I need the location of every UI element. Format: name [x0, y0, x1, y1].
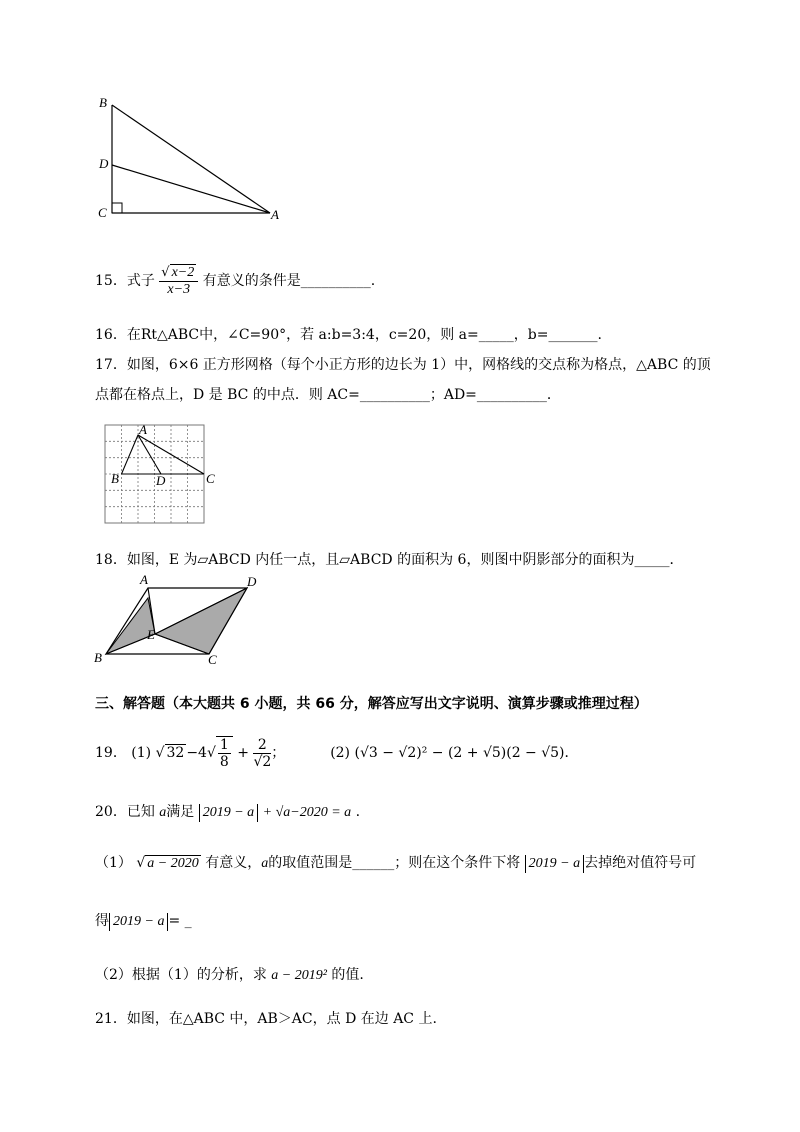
q20-2-end: 的值.: [331, 967, 364, 983]
question-20-part2: [95, 966, 364, 985]
figure-right-triangle: [95, 95, 295, 225]
q20-1-t3: 去掉绝对值符号可: [584, 855, 697, 871]
question-20-part1-cont: [95, 912, 192, 931]
q20-number: 20．: [95, 804, 127, 820]
label-d: D: [99, 156, 109, 171]
para-label-d: D: [247, 574, 257, 589]
q19-p1-end: ；: [271, 745, 286, 761]
q19-plus: +: [237, 745, 249, 761]
q20-2-expr: a − 2019²: [271, 968, 327, 983]
q15-text-pre: 式子: [126, 273, 155, 289]
label-c: C: [98, 205, 107, 220]
question-21: 21．如图，在△ABC 中，AB＞AC，点 D 在边 AC 上.: [95, 1011, 437, 1027]
q19-f2num: 2: [253, 737, 271, 754]
q20-end: .: [355, 804, 361, 820]
label-a: A: [271, 207, 279, 222]
grid-label-c: C: [206, 471, 215, 486]
para-label-a: A: [140, 572, 148, 587]
q20-pre: 已知: [126, 804, 155, 820]
q15-text-post: 有意义的条件是: [202, 273, 301, 289]
q20-rest-expr: + √a−2020 = a: [262, 805, 352, 820]
q15-denominator: x−3: [167, 282, 191, 297]
q15-blank: __________: [300, 273, 371, 289]
q20-abs-expr: 2019 − a: [199, 804, 258, 822]
grid-label-a: A: [139, 422, 147, 437]
grid-label-b: B: [111, 471, 119, 486]
q20-2-label: （2）根据（1）的分析，求: [95, 967, 267, 983]
question-18: 18．如图，E 为▱ABCD 内任一点，且▱ABCD 的面积为 6，则图中阴影部分的面积为_____．: [95, 552, 684, 568]
q20-1-t1: 有意义，: [205, 855, 262, 871]
q20-1b-t2: = _: [168, 913, 192, 929]
q20-1-rad: a − 2020: [147, 856, 199, 871]
question-20-part1: （1） √ a − 2020 有意义，a的取值范围是______；则在这个条件下将 2019 − a 去掉绝对值符号可: [95, 855, 697, 871]
figure-grid: [103, 422, 215, 528]
question-16: 16．在Rt△ABC中，∠C=90°，若 a:b=3:4，c=20，则 a=_____，b=_______.: [95, 327, 602, 343]
figure-parallelogram: [90, 572, 270, 667]
q20-1-label: （1）: [95, 855, 132, 871]
q20-var: a: [159, 805, 167, 820]
question-15: [95, 264, 375, 298]
para-label-c: C: [208, 652, 217, 667]
question-17-line1: 17．如图，6×6 正方形网格（每个小正方形的边长为 1）中，网格线的交点称为格点，△ABC 的顶: [95, 357, 711, 373]
q15-numerator: x−2: [171, 265, 195, 280]
q20-1b-t1: 得: [95, 913, 109, 929]
grid-label-d: D: [156, 473, 166, 488]
q20-1-abs: 2019 − a: [525, 855, 584, 873]
q20-1-t2: 的取值范围是______；则在这个条件下将: [268, 855, 521, 871]
q19-part2-expr: (√3 − √2)² − (2 + √5)(2 − √5): [354, 745, 565, 761]
q19-fnum: 1: [219, 737, 229, 753]
q19-coef: −4: [186, 745, 207, 761]
q20-1-var: a: [261, 856, 269, 871]
q19-number: 19．: [95, 745, 127, 761]
label-b: B: [99, 95, 107, 110]
question-19: 19． (1) √ 32 −4√ $\frac{1}{8}$ + $\frac{2}{√2}$ ； (2) (√3 − √2)² − (2 + √5)(2 − √5)．: [95, 736, 579, 770]
q19-frac-2-sqrt2: [253, 737, 271, 770]
q19-f2den: √2: [253, 753, 272, 770]
section-3-title: 三、解答题（本大题共 6 小题，共 66 分，解答应写出文字说明、演算步骤或推理过程）: [95, 696, 648, 712]
question-17-line2: 点都在格点上，D 是 BC 的中点．则 AC=__________；AD=__________．: [95, 387, 561, 403]
q20-mid: 满足: [166, 804, 195, 820]
para-label-e: E: [147, 627, 155, 642]
q19-part2-label: (2): [330, 745, 351, 761]
q15-number: 15．: [95, 273, 127, 289]
q19-rad-32: 32: [166, 745, 185, 761]
q19-fden: 8: [219, 754, 229, 770]
para-label-b: B: [94, 650, 102, 665]
q19-frac-1-8: [216, 736, 233, 770]
q20-1b-abs: 2019 − a: [109, 913, 168, 931]
question-20: [95, 803, 360, 822]
q19-part1-label: (1): [131, 745, 152, 761]
q15-end: .: [370, 273, 376, 289]
q15-fraction: $\frac{√ x-2}{x-3}$: [159, 264, 198, 298]
q19-p2-end: ．: [564, 745, 579, 761]
